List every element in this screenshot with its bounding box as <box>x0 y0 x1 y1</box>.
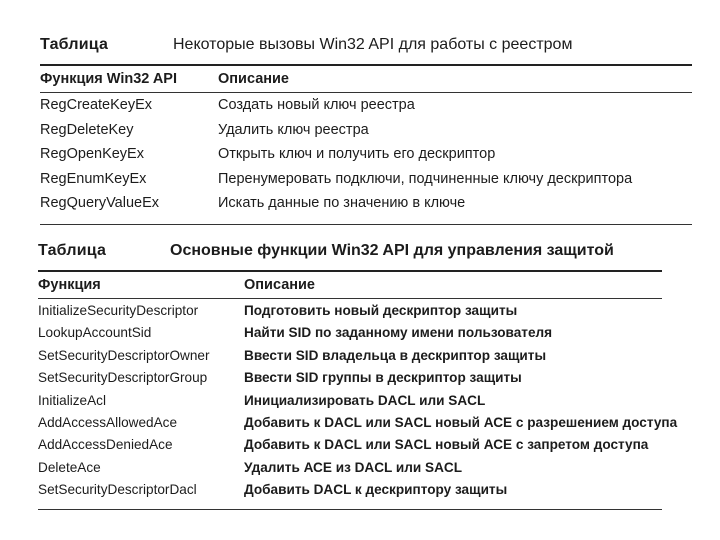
function-name: SetSecurityDescriptorGroup <box>38 370 208 386</box>
function-name: SetSecurityDescriptorDacl <box>38 482 197 498</box>
registry-api-table <box>40 34 692 225</box>
column-header-description: Описание <box>244 277 315 293</box>
function-description: Перенумеровать подключи, подчиненные ключу дескриптора <box>218 170 633 187</box>
table-row <box>38 348 662 370</box>
table-row <box>40 97 692 122</box>
table-header-row <box>38 272 662 298</box>
table-body <box>38 299 678 509</box>
table-body <box>40 93 692 224</box>
column-header-description: Описание <box>218 71 289 87</box>
table-caption-label: Таблица <box>40 36 109 53</box>
function-name: RegEnumKeyEx <box>40 170 147 187</box>
function-description: Создать новый ключ реестра <box>218 97 415 113</box>
function-name: SetSecurityDescriptorOwner <box>38 347 210 363</box>
table-bottom-rule <box>40 224 692 225</box>
function-name: DeleteAce <box>38 459 101 475</box>
function-description: Удалить ключ реестра <box>218 121 369 138</box>
column-header-function: Функция Win32 API <box>40 71 178 87</box>
function-name: RegCreateKeyEx <box>40 97 153 113</box>
function-description: Найти SID по заданному имени пользователя <box>244 325 553 341</box>
function-description: Добавить к DACL или SACL новый АСЕ с разрешением доступа <box>244 414 678 430</box>
table-header-row <box>40 66 692 92</box>
function-description: Искать данные по значению в ключе <box>218 195 466 212</box>
function-name: RegQueryValueEx <box>40 195 160 212</box>
function-name: RegDeleteKey <box>40 121 134 138</box>
function-name: InitializeAcl <box>38 392 106 408</box>
table-caption <box>40 34 692 58</box>
column-header-function: Функция <box>38 277 101 293</box>
table-row <box>40 171 692 196</box>
table-row <box>40 195 692 220</box>
function-description: Инициализировать DACL или SACL <box>244 392 486 408</box>
table-row <box>38 482 662 504</box>
table-caption-title: Основные функции Win32 API для управления защитой <box>170 242 614 259</box>
table-bottom-rule <box>38 509 662 510</box>
function-description: Ввести SID владельца в дескриптор защиты <box>244 347 547 363</box>
table-row <box>38 393 662 415</box>
table-row <box>40 122 692 147</box>
table-row <box>38 325 662 347</box>
table-caption <box>38 240 662 264</box>
function-name: InitializeSecurityDescriptor <box>38 303 199 318</box>
table-caption-title: Некоторые вызовы Win32 API для работы с реестром <box>173 36 573 53</box>
table-row <box>38 414 678 437</box>
function-name: LookupAccountSid <box>38 325 152 341</box>
function-name: AddAccessDeniedAce <box>38 437 173 453</box>
function-description: Удалить АСЕ из DACL или SACL <box>244 459 463 475</box>
function-description: Добавить к DACL или SACL новый АСЕ с запретом доступа <box>244 437 649 453</box>
function-name: AddAccessAllowedAce <box>38 414 178 430</box>
table-row <box>38 370 662 392</box>
function-name: RegOpenKeyEx <box>40 146 144 163</box>
table-row <box>38 303 662 325</box>
table-row <box>38 460 662 482</box>
table-caption-label: Таблица <box>38 242 107 259</box>
function-description: Подготовить новый дескриптор защиты <box>244 303 518 318</box>
function-description: Добавить DACL к дескриптору защиты <box>244 482 508 498</box>
function-description: Открыть ключ и получить его дескриптор <box>218 146 496 163</box>
table-row <box>38 437 662 459</box>
function-description: Ввести SID группы в дескриптор защиты <box>244 370 522 386</box>
security-api-table <box>38 240 678 510</box>
table-row <box>40 146 692 171</box>
